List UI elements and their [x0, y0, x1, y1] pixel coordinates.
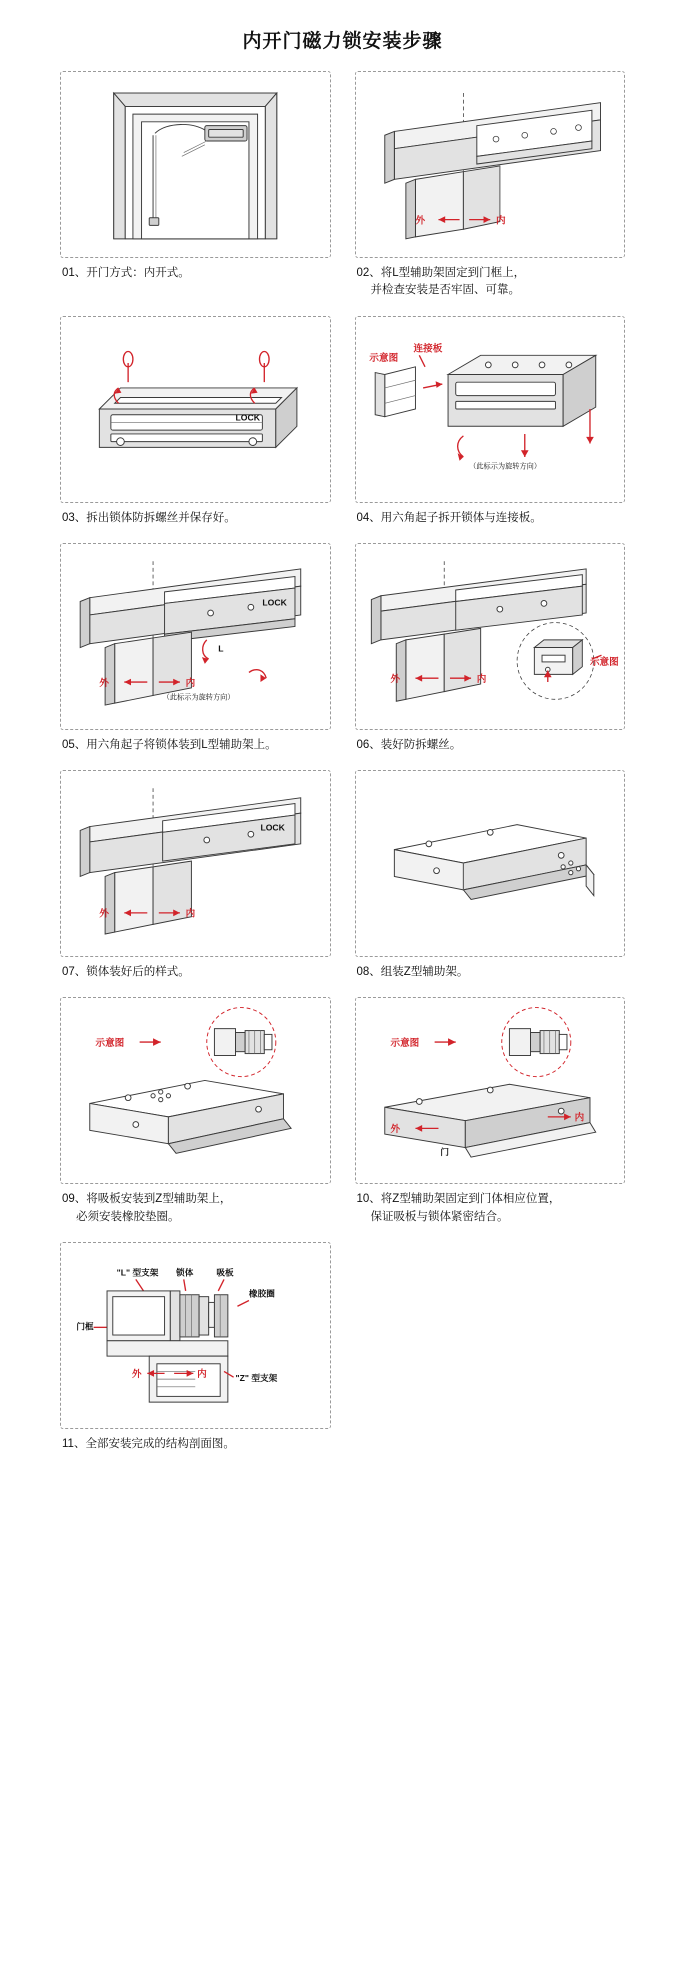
step-02 — [355, 71, 626, 300]
svg-text:LOCK: LOCK — [262, 597, 287, 608]
step-08-caption-line1: 08、组装Z型辅助架。 — [356, 966, 469, 978]
step-05-caption-line1: 05、用六角起子将锁体装到L型辅助架上。 — [62, 738, 277, 751]
step-10 — [355, 997, 626, 1226]
step-07 — [60, 770, 331, 981]
step-03-caption-line1: 03、拆出锁体防拆螺丝并保存好。 — [62, 511, 236, 524]
step-05-figure — [60, 543, 331, 730]
label-inside: 内 — [197, 1368, 207, 1380]
step-02-caption-line1: 02、将L型辅助架固定到门框上， — [356, 267, 526, 279]
label-plate: 吸板 — [216, 1267, 234, 1278]
label-schematic: 示意图 — [95, 1038, 125, 1050]
label-door-frame: 门框 — [76, 1321, 94, 1332]
label-door: 门 — [439, 1147, 449, 1158]
step-10-figure — [355, 997, 626, 1184]
step-01-caption — [62, 265, 329, 282]
label-inside: 内 — [185, 677, 196, 689]
step-08-figure — [355, 770, 626, 957]
steps-grid — [60, 71, 625, 1467]
step-08-caption — [357, 964, 624, 981]
step-09-figure — [60, 997, 331, 1184]
label-schematic: 示意图 — [589, 656, 619, 668]
step-04-caption — [357, 510, 624, 527]
step-09-caption — [62, 1191, 329, 1226]
label-inside: 内 — [185, 908, 196, 920]
label-washer: 橡胶圈 — [248, 1288, 275, 1299]
label-outside: 外 — [131, 1368, 142, 1380]
label-l-bracket: "L" 型支架 — [116, 1267, 159, 1278]
label-outside: 外 — [99, 677, 109, 689]
label-connect-plate: 连接板 — [413, 342, 442, 354]
step-11-caption — [62, 1436, 329, 1453]
step-09-caption-line1: 09、将吸板安装到Z型辅助架上， — [62, 1193, 232, 1206]
step-11 — [60, 1242, 331, 1453]
step-07-figure — [60, 770, 331, 957]
lock-label: LOCK — [235, 412, 260, 423]
step-06-figure — [355, 543, 626, 730]
step-03-caption — [62, 510, 329, 527]
step-01-caption-line1: 01、开门方式：内开式。 — [62, 267, 190, 279]
step-10-caption-line1: 10、将Z型辅助架固定到门体相应位置， — [356, 1193, 561, 1206]
label-lock-body: 锁体 — [176, 1267, 194, 1278]
step-09 — [60, 997, 331, 1226]
step-11-caption-line1: 11、全部安装完成的结构剖面图。 — [62, 1437, 235, 1450]
step-06-caption — [357, 737, 624, 754]
label-outside: 外 — [390, 673, 400, 685]
step-10-caption — [357, 1191, 624, 1226]
label-z-bracket: "Z" 型支架 — [235, 1372, 278, 1383]
label-l-bracket: L — [218, 643, 224, 654]
label-inside: 内 — [476, 673, 486, 685]
label-inside: 内 — [495, 215, 506, 227]
label-outside: 外 — [414, 215, 425, 227]
step-07-caption — [62, 964, 329, 981]
step-11-figure — [60, 1242, 331, 1429]
label-schematic: 示意图 — [368, 352, 398, 364]
page-title: 内开门磁力锁安装步骤 — [242, 31, 443, 52]
step-05-caption — [62, 737, 329, 754]
step-01-figure — [60, 71, 331, 258]
label-rotation-note: （此标示为旋转方向） — [162, 692, 235, 702]
svg-text:LOCK: LOCK — [260, 822, 285, 833]
step-06-caption-line1: 06、装好防拆螺丝。 — [356, 738, 462, 751]
step-03 — [60, 316, 331, 527]
label-rotation-note: （此标示为旋转方向） — [468, 460, 541, 470]
step-06 — [355, 543, 626, 754]
label-outside: 外 — [99, 908, 109, 920]
step-02-figure — [355, 71, 626, 258]
step-05 — [60, 543, 331, 754]
step-04-figure — [355, 316, 626, 503]
label-inside: 内 — [574, 1112, 584, 1124]
step-03-figure — [60, 316, 331, 503]
step-04 — [355, 316, 626, 527]
step-04-caption-line1: 04、用六角起子拆开锁体与连接板。 — [356, 511, 542, 524]
step-08 — [355, 770, 626, 981]
step-01 — [60, 71, 331, 300]
step-02-caption-line2: 并检查安装是否牢固、可靠。 — [370, 284, 520, 297]
step-07-caption-line1: 07、锁体装好后的样式。 — [62, 966, 190, 978]
step-02-caption — [357, 265, 624, 300]
step-09-caption-line2: 必须安装橡胶垫圈。 — [76, 1210, 180, 1223]
step-10-caption-line2: 保证吸板与锁体紧密结合。 — [370, 1210, 509, 1223]
label-outside: 外 — [390, 1124, 400, 1136]
label-schematic: 示意图 — [390, 1038, 419, 1050]
